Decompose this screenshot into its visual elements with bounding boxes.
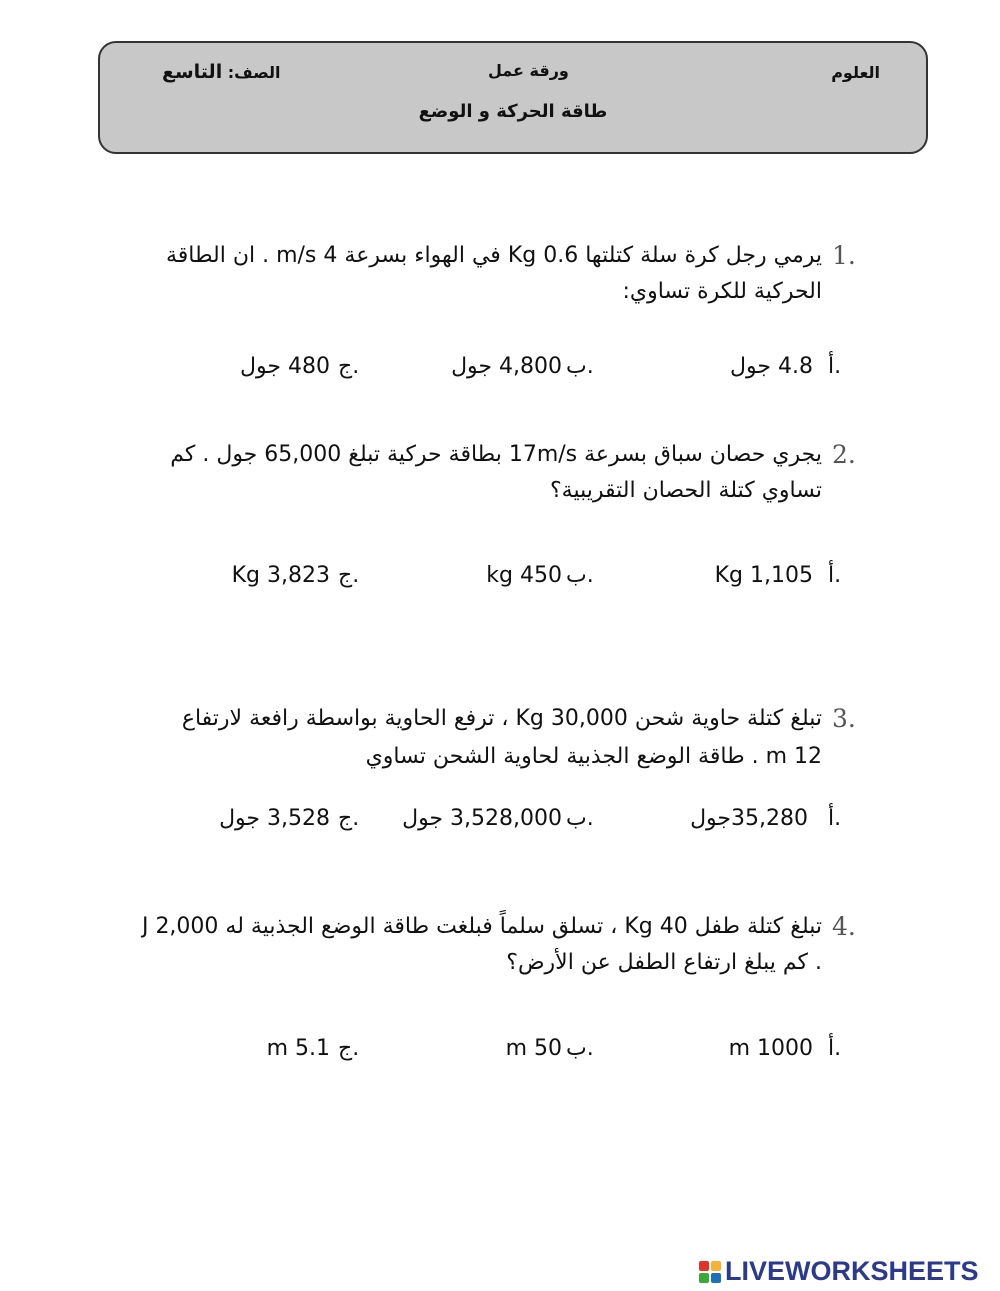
subject-label: العلوم [831, 63, 880, 82]
answer-option-c[interactable]: 3,823 Kg [231, 563, 330, 588]
grade-field [162, 61, 281, 83]
grade-value: التاسع [162, 61, 223, 83]
answer-option-a[interactable]: 35,280جول [690, 806, 808, 831]
question-number: 3. [832, 704, 856, 733]
grade-label: الصف: [227, 63, 281, 82]
question-text-line1: تبلغ كتلة حاوية شحن 30,000 Kg ، ترفع الحاوية بواسطة رافعة لارتفاع [181, 706, 822, 731]
option-letter: أ. [828, 354, 842, 379]
option-letter: أ. [828, 806, 842, 831]
question-text-line2: الحركية للكرة تساوي: [622, 279, 822, 304]
worksheet-label: ورقة عمل [488, 61, 569, 80]
question-text-line2: . كم يبلغ ارتفاع الطفل عن الأرض؟ [506, 950, 822, 975]
option-letter: أ. [828, 563, 842, 588]
option-letter: ج. [338, 1036, 360, 1061]
question-text-line1: يجري حصان سباق بسرعة 17m/s بطاقة حركية تبلغ 65,000 جول . كم [170, 442, 822, 467]
question-text-line1: تبلغ كتلة طفل 40 Kg ، تسلق سلماً فبلغت طاقة الوضع الجذبية له 2,000 J [141, 914, 822, 939]
logo-square [699, 1261, 709, 1271]
answer-option-b[interactable]: 50 m [505, 1036, 562, 1061]
logo-square [711, 1261, 721, 1271]
option-letter: أ. [828, 1036, 842, 1061]
option-letter: ج. [338, 354, 360, 379]
option-letter: ب. [566, 806, 594, 831]
option-letter: ج. [338, 563, 360, 588]
answer-option-a[interactable]: 4.8 جول [730, 354, 813, 379]
option-letter: ب. [566, 354, 594, 379]
worksheet-title: طاقة الحركة و الوضع [418, 101, 608, 122]
logo-square [699, 1273, 709, 1283]
option-letter: ب. [566, 1036, 594, 1061]
logo-square [711, 1273, 721, 1283]
option-letter: ب. [566, 563, 594, 588]
answer-option-b[interactable]: 4,800 جول [451, 354, 562, 379]
liveworksheets-logo [699, 1256, 979, 1287]
question-number: 4. [832, 912, 856, 941]
worksheet-header [98, 41, 928, 154]
answer-option-b[interactable]: 450 kg [486, 563, 562, 588]
answer-option-c[interactable]: 480 جول [240, 354, 330, 379]
answer-option-c[interactable]: 5.1 m [266, 1036, 330, 1061]
answer-option-a[interactable]: 1,105 Kg [714, 563, 813, 588]
answer-option-a[interactable]: 1000 m [728, 1036, 813, 1061]
answer-option-c[interactable]: 3,528 جول [219, 806, 330, 831]
question-text-line2: 12 m . طاقة الوضع الجذبية لحاوية الشحن تساوي [365, 744, 822, 769]
brand-name: LIVEWORKSHEETS [725, 1256, 979, 1286]
question-text-line2: تساوي كتلة الحصان التقريبية؟ [549, 478, 822, 503]
logo-squares-icon [699, 1261, 721, 1283]
question-text-line1: يرمي رجل كرة سلة كتلتها 0.6 Kg في الهواء بسرعة 4 m/s . ان الطاقة [165, 243, 822, 268]
answer-option-b[interactable]: 3,528,000 جول [402, 806, 562, 831]
question-number: 2. [832, 440, 856, 469]
option-letter: ج. [338, 806, 360, 831]
question-number: 1. [832, 241, 856, 270]
